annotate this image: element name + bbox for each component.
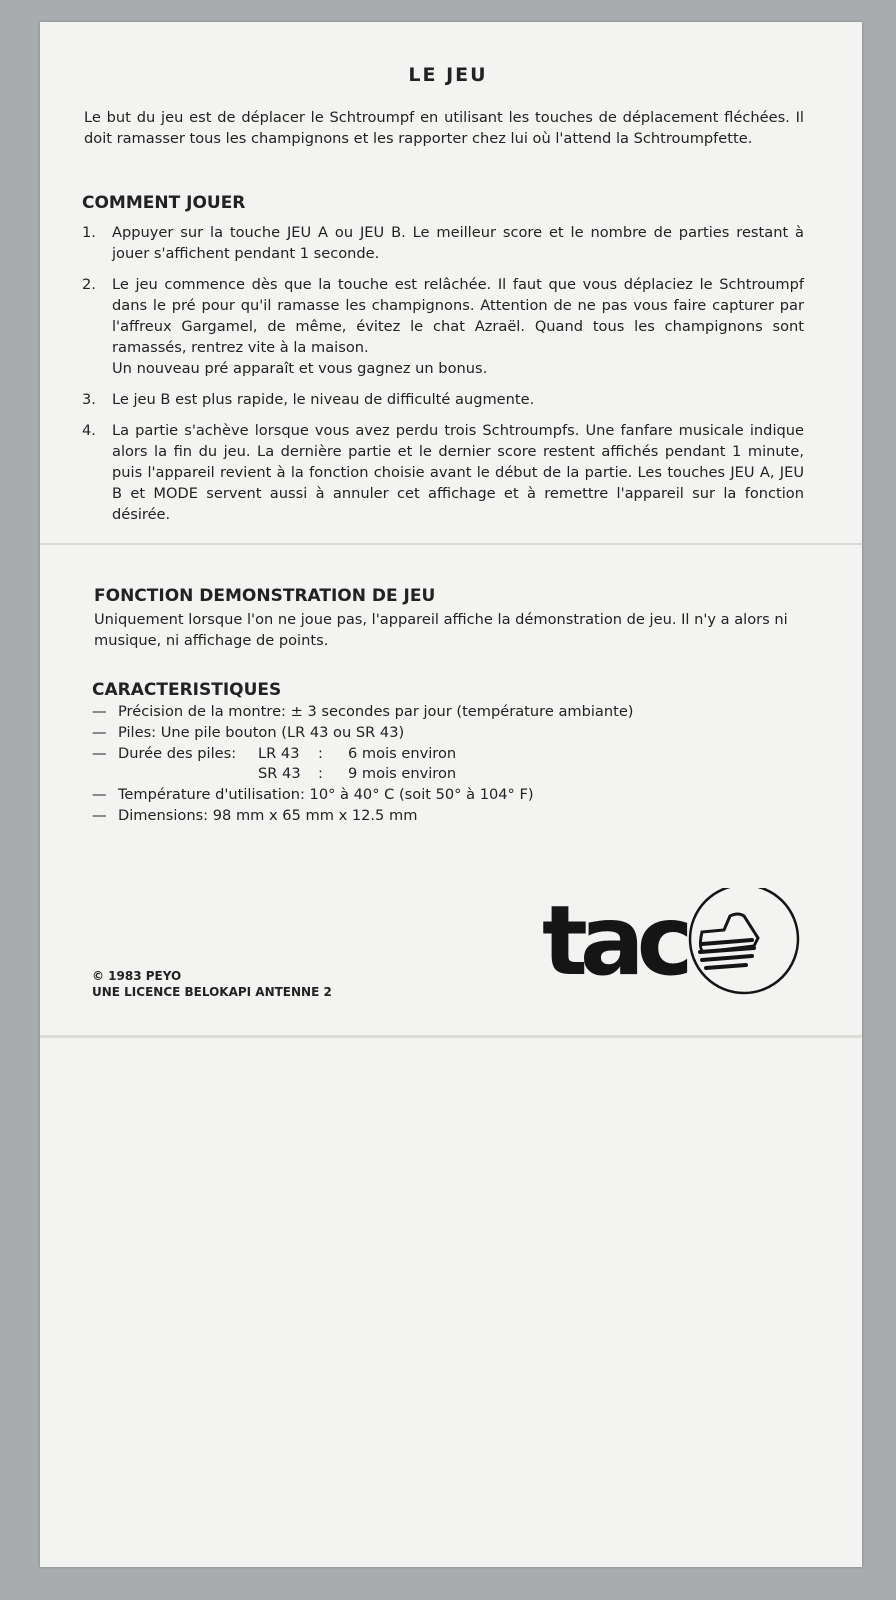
spec-precision: Précision de la montre: ± 3 secondes par jour (température ambiante) xyxy=(118,703,634,720)
step-number: 3. xyxy=(82,391,96,408)
copyright-line: © 1983 PEYO xyxy=(92,969,182,983)
fold-line xyxy=(40,1035,862,1038)
list-item xyxy=(92,806,634,827)
list-item xyxy=(82,389,804,410)
dash: — xyxy=(92,806,107,824)
battery-sep: : xyxy=(318,744,323,762)
spec-temperature: Température d'utilisation: 10° à 40° C (soit 50° à 104° F) xyxy=(118,786,534,804)
step-text: Le jeu B est plus rapide, le niveau de difficulté augmente. xyxy=(112,391,535,408)
dash: — xyxy=(92,703,107,720)
battery-sep: : xyxy=(318,765,323,783)
step-number: 2. xyxy=(82,276,96,293)
demo-paragraph: Uniquement lorsque l'on ne joue pas, l'appareil affiche la démonstration de jeu. Il n'y a alors ni musique, ni affichage de points. xyxy=(94,611,788,649)
tac-logo xyxy=(542,888,804,1000)
step-number: 4. xyxy=(82,422,96,439)
list-item xyxy=(82,274,804,379)
step-text: Appuyer sur la touche JEU A ou JEU B. Le meilleur score et le nombre de parties restant à jouer s'affichent pendant 1 seconde. xyxy=(112,224,804,262)
battery-table xyxy=(118,744,478,786)
battery-type: LR 43 xyxy=(258,744,300,762)
step-number: 1. xyxy=(82,224,96,241)
list-item xyxy=(92,702,634,723)
steps-list xyxy=(82,222,804,535)
dash: — xyxy=(92,786,107,804)
demo-heading: FONCTION DEMONSTRATION DE JEU xyxy=(94,586,436,606)
spec-dimensions: Dimensions: 98 mm x 65 mm x 12.5 mm xyxy=(118,806,418,824)
logo-wordmark: tac xyxy=(542,888,686,997)
license-line: UNE LICENCE BELOKAPI ANTENNE 2 xyxy=(92,985,332,999)
dash: — xyxy=(92,723,107,741)
battery-duration: 6 mois environ xyxy=(348,744,457,762)
list-item xyxy=(82,222,804,264)
step-text: La partie s'achève lorsque vous avez perdu trois Schtroumpfs. Une fanfare musicale indique alors la fin du jeu. La dernière partie et le dernier score restent affichés pendant 1 minute, puis l'appareil revient à la fonction choisie avant le début de la partie. Les touches JEU A, JEU B et MODE servent aussi à annuler cet affichage et à remettre l'appareil sur la fonction désirée. xyxy=(112,422,804,523)
copyright xyxy=(92,968,332,1000)
battery-type: SR 43 xyxy=(258,765,301,783)
list-item xyxy=(92,744,634,786)
battery-duration: 9 mois environ xyxy=(348,765,457,783)
list-item xyxy=(92,785,634,806)
hand-icon xyxy=(690,888,798,993)
specs-heading: CARACTERISTIQUES xyxy=(92,680,282,700)
fold-line xyxy=(40,543,862,545)
list-item xyxy=(92,723,634,744)
intro-paragraph: Le but du jeu est de déplacer le Schtroumpf en utilisant les touches de déplacement fléchées. Il doit ramasser tous les champignons et les rapporter chez lui où l'attend la Schtroumpfette. xyxy=(84,109,804,147)
battery-label: Durée des piles: xyxy=(118,744,237,762)
specs-list xyxy=(92,702,634,827)
dash: — xyxy=(92,744,107,762)
spec-piles: Piles: Une pile bouton (LR 43 ou SR 43) xyxy=(118,723,405,741)
page-title: LE JEU xyxy=(408,64,488,86)
step-text: Le jeu commence dès que la touche est relâchée. Il faut que vous déplaciez le Schtroumpf dans le pré pour qu'il ramasse les champignons. Attention de ne pas vous faire capturer par l'affreux Gargamel, de même, évitez le chat Azraël. Quand tous les champignons sont ramassés, rentrez vite à la maison. Un nouveau pré apparaît et vous gagnez un bonus. xyxy=(112,276,804,377)
how-to-heading: COMMENT JOUER xyxy=(82,193,246,213)
list-item xyxy=(82,420,804,525)
